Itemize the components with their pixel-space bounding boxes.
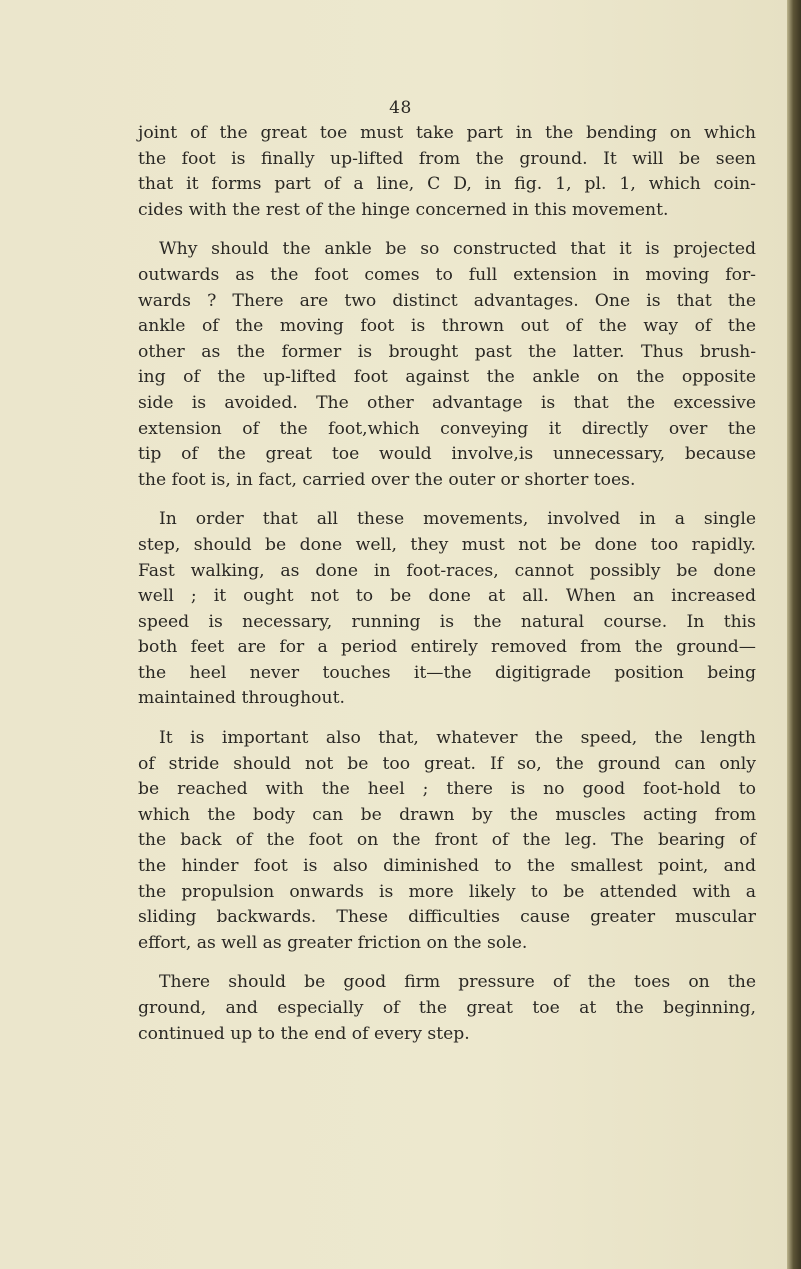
text-line: outwards as the foot comes to full extension in moving for- [138,264,756,285]
text-line: ground, and especially of the great toe at the beginning, [138,998,756,1018]
text-line: Fast walking, as done in foot-races, cannot possibly be done [138,560,756,581]
text-line: maintained throughout. [138,688,345,709]
text-line: the foot is, in fact, carried over the outer or shorter toes. [138,469,636,490]
paragraph [138,970,756,1047]
text-line: sliding backwards. These difficulties cause greater muscular [138,907,756,928]
text-line: that it forms part of a line, C D, in fig. 1, pl. 1, which coin- [138,174,756,195]
paragraph [138,121,756,223]
text-line: of stride should not be too great. If so, the ground can only [138,753,756,774]
text-line: the propulsion onwards is more likely to be attended with a [138,881,756,902]
text-line: the foot is finally up-lifted from the ground. It will be seen [138,148,756,169]
text-line: It is important also that, whatever the speed, the length [159,728,756,749]
page-binding-edge [787,0,801,1269]
text-line: well ; it ought not to be done at all. When an increased [138,586,756,607]
text-line: cides with the rest of the hinge concerned in this movement. [138,199,669,220]
page-number: 48 [389,98,412,118]
paragraph [138,726,756,956]
text-line: joint of the great toe must take part in the bending on which [138,123,756,143]
text-line: side is avoided. The other advantage is that the excessive [138,392,756,413]
paragraph [138,237,756,493]
text-line: wards ? There are two distinct advantages. One is that the [138,290,756,311]
text-line: be reached with the heel ; there is no good foot-hold to [138,779,756,800]
text-line: extension of the foot,which conveying it directly over the [138,418,756,439]
text-line: Why should the ankle be so constructed that it is projected [159,239,756,260]
paragraph [138,507,756,712]
text-line: ankle of the moving foot is thrown out of the way of the [138,316,756,337]
text-line: other as the former is brought past the latter. Thus brush- [138,341,756,362]
text-line: speed is necessary, running is the natural course. In this [138,611,756,632]
text-line: In order that all these movements, involved in a single [159,509,756,530]
text-line: the hinder foot is also diminished to the smallest point, and [138,856,756,877]
text-line: the back of the foot on the front of the leg. The bearing of [138,830,756,851]
text-line: the heel never touches it—the digitigrade position being [138,662,756,683]
text-line: both feet are for a period entirely removed from the ground— [138,637,756,658]
text-line: which the body can be drawn by the muscles acting from [138,804,756,825]
body-text [138,121,756,1061]
text-line: There should be good firm pressure of the toes on the [159,972,756,993]
text-line: tip of the great toe would involve,is unnecessary, because [138,444,756,465]
text-line: continued up to the end of every step. [138,1023,470,1044]
text-line: step, should be done well, they must not be done too rapidly. [138,534,756,555]
text-line: effort, as well as greater friction on the sole. [138,932,528,953]
text-line: ing of the up-lifted foot against the ankle on the opposite [138,367,756,388]
